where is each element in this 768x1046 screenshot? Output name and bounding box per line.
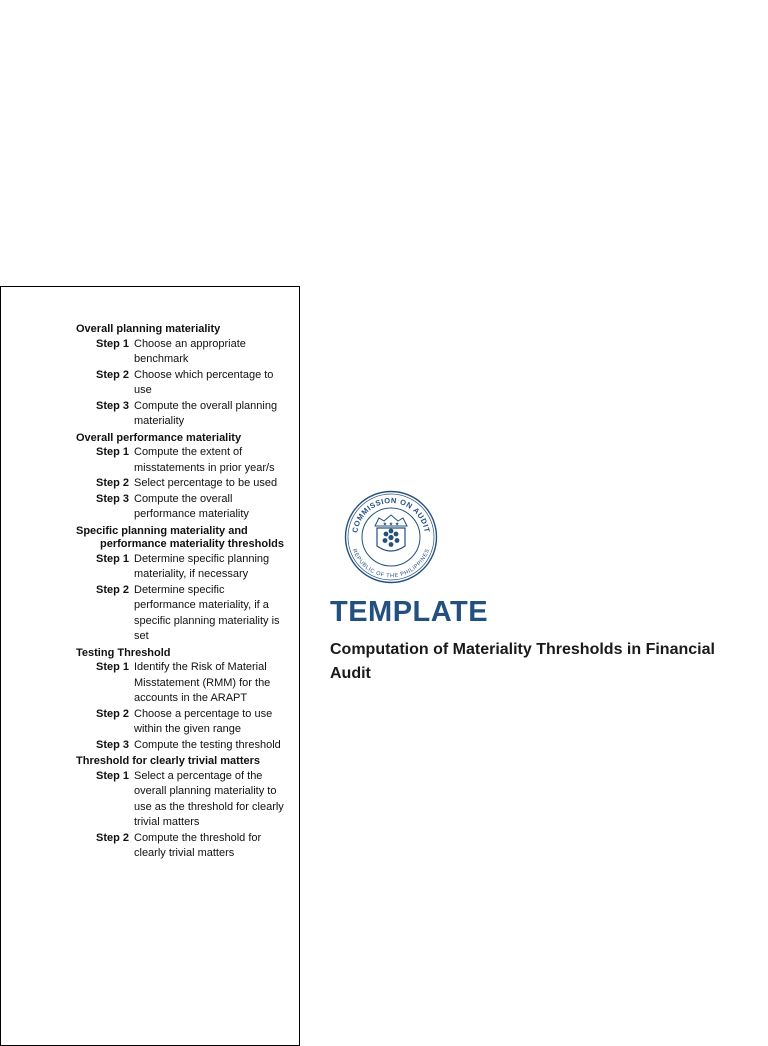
step-description: Select a percentage of the overall planning materiality to use as the threshold for clearly trivial matters (134, 769, 284, 828)
section-title (76, 432, 296, 446)
seal-bottom-text: REPUBLIC OF THE PHILIPPINES (350, 548, 432, 580)
step-row (76, 738, 296, 754)
section-title (76, 323, 296, 337)
section-title (76, 525, 296, 552)
svg-text:★ ★ ★: ★ ★ ★ (382, 521, 400, 528)
section-title (76, 647, 296, 661)
step-row (76, 492, 296, 523)
step-number: Step 2 (95, 831, 129, 844)
step-row (76, 831, 296, 862)
step-description: Compute the overall performance materiality (134, 492, 249, 520)
seal-top-text: COMMISSION ON AUDIT (350, 495, 432, 534)
step-row (76, 552, 296, 583)
step-row (76, 660, 296, 707)
step-number: Step 2 (95, 477, 129, 489)
step-number: Step 1 (95, 337, 129, 350)
step-row (76, 583, 296, 645)
step-description: Determine specific planning materiality, if necessary (134, 552, 270, 580)
section-title-text: Threshold for clearly trivial matters (76, 755, 261, 767)
step-number: Step 1 (95, 769, 129, 782)
table-of-contents-panel (0, 286, 300, 1046)
step-description: Compute the testing threshold (134, 738, 281, 751)
step-number: Step 3 (95, 399, 129, 412)
step-number: Step 2 (95, 707, 129, 720)
step-row (76, 769, 296, 831)
step-number: Step 1 (95, 446, 129, 458)
step-description: Determine specific performance materiality, if a specific planning materiality is set (134, 583, 280, 642)
toc-list (76, 321, 296, 862)
commission-on-audit-seal (344, 490, 438, 584)
step-description: Choose an appropriate benchmark (134, 337, 246, 365)
step-row (76, 399, 296, 430)
step-description: Compute the extent of misstatements in prior year/s (134, 446, 275, 474)
section-title-continuation: performance materiality thresholds (100, 538, 285, 550)
step-row (76, 707, 296, 738)
step-row (76, 445, 296, 476)
template-heading: TEMPLATE (330, 596, 489, 628)
step-description: Choose a percentage to use within the given range (134, 707, 273, 735)
step-number: Step 1 (95, 552, 129, 565)
step-description: Compute the overall planning materiality (134, 399, 278, 427)
step-description: Identify the Risk of Material Misstatement (RMM) for the accounts in the ARAPT (134, 661, 271, 704)
step-row (76, 476, 296, 492)
step-description: Compute the threshold for clearly trivial matters (134, 831, 262, 859)
step-row (76, 337, 296, 368)
step-number: Step 1 (95, 661, 129, 673)
step-description: Select percentage to be used (134, 477, 278, 489)
step-row (76, 368, 296, 399)
step-description: Choose which percentage to use (134, 368, 274, 396)
step-number: Step 3 (95, 738, 129, 751)
section-title (76, 755, 296, 769)
step-number: Step 2 (95, 368, 129, 381)
step-number: Step 3 (95, 492, 129, 505)
document-subtitle: Computation of Materiality Thresholds in Financial Audit (330, 641, 715, 682)
step-number: Step 2 (95, 583, 129, 596)
section-title-text: Overall performance materiality (76, 431, 242, 444)
section-title-text: Specific planning materiality and (76, 524, 248, 537)
section-title-text: Testing Threshold (76, 646, 171, 659)
section-title-text: Overall planning materiality (76, 323, 221, 335)
